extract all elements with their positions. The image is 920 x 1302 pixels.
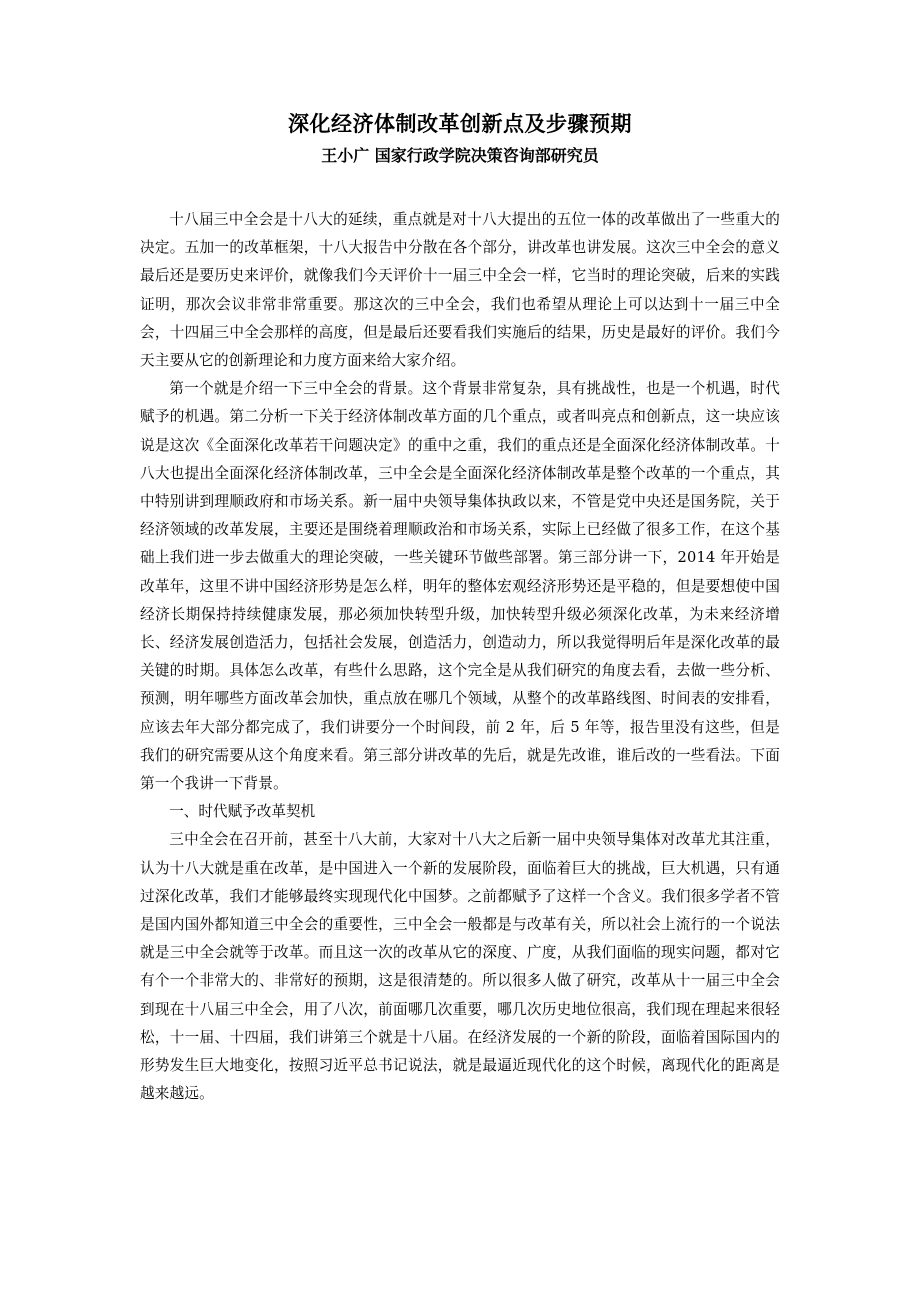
paragraph-intro: 十八届三中全会是十八大的延续，重点就是对十八大提出的五位一体的改革做出了一些重大的决定。五加一的改革框架，十八大报告中分散在各个部分，讲改革也讲发展。这次三中全会的意义最后还是要历史来评价，就像我们今天评价十一届三中全会一样，它当时的理论突破，后来的实践证明，那次会议非常非常重要。那这次的三中全会，我们也希望从理论上可以达到十一届三中全会，十四届三中全会那样的高度，但是最后还要看我们实施后的结果，历史是最好的评价。我们今天主要从它的创新理论和力度方面来给大家介绍。: [140, 211, 780, 370]
document-author-line: 王小广 国家行政学院决策咨询部研究员: [321, 146, 599, 165]
section-heading: 一、时代赋予改革契机: [169, 803, 316, 821]
document-body: [140, 206, 780, 1109]
document-title: 深化经济体制改革创新点及步骤预期: [288, 112, 632, 136]
document-page: [140, 110, 780, 1109]
paragraph-outline: 第一个就是介绍一下三中全会的背景。这个背景非常复杂，具有挑战性，也是一个机遇，时代赋予的机遇。第二分析一下关于经济体制改革方面的几个重点，或者叫亮点和创新点，这一块应该说是这次《全面深化改革若干问题决定》的重中之重，我们的重点还是全面深化经济体制改革。十八大也提出全面深化经济体制改革，三中全会是全面深化经济体制改革是整个改革的一个重点，其中特别讲到理顺政府和市场关系。新一届中央领导集体执政以来，不管是党中央还是国务院，关于经济领域的改革发展，主要还是围绕着理顺政治和市场关系，实际上已经做了很多工作，在这个基础上我们进一步去做重大的理论突破，一些关键环节做些部署。第三部分讲一下，2014 年开始是改革年，这里不讲中国经济形势是怎么样，明年的整体宏观经济形势还是平稳的，但是要想使中国经济长期保持持续健康发展，那必须加快转型升级，加快转型升级必须深化改革，为未来经济增长、经济发展创造活力，包括社会发展，创造活力，创造动力，所以我觉得明后年是深化改革的最关键的时期。具体怎么改革，有些什么思路，这个完全是从我们研究的角度去看，去做一些分析、预测，明年哪些方面改革会加快，重点放在哪几个领域，从整个的改革路线图、时间表的安排看，应该去年大部分都完成了，我们讲要分一个时间段，前 2 年，后 5 年等，报告里没有这些，但是我们的研究需要从这个角度来看。第三部分讲改革的先后，就是先改谁，谁后改的一些看法。下面第一个我讲一下背景。: [140, 380, 780, 793]
paragraph-section-1: 三中全会在召开前，甚至十八大前，大家对十八大之后新一届中央领导集体对改革尤其注重，认为十八大就是重在改革，是中国进入一个新的发展阶段，面临着巨大的挑战，巨大机遇，只有通过深化改革，我们才能够最终实现现代化中国梦。之前都赋予了这样一个含义。我们很多学者不管是国内国外都知道三中全会的重要性，三中全会一般都是与改革有关，所以社会上流行的一个说法就是三中全会就等于改革。而且这一次的改革从它的深度、广度，从我们面临的现实问题，都对它有个一个非常大的、非常好的预期，这是很清楚的。所以很多人做了研究，改革从十一届三中全会到现在十八届三中全会，用了八次，前面哪几次重要，哪几次历史地位很高，我们现在理起来很轻松，十一届、十四届，我们讲第三个就是十八届。在经济发展的一个新的阶段，面临着国际国内的形势发生巨大地变化，按照习近平总书记说法，就是最逼近现代化的这个时候，离现代化的距离是越来越远。: [140, 831, 780, 1103]
